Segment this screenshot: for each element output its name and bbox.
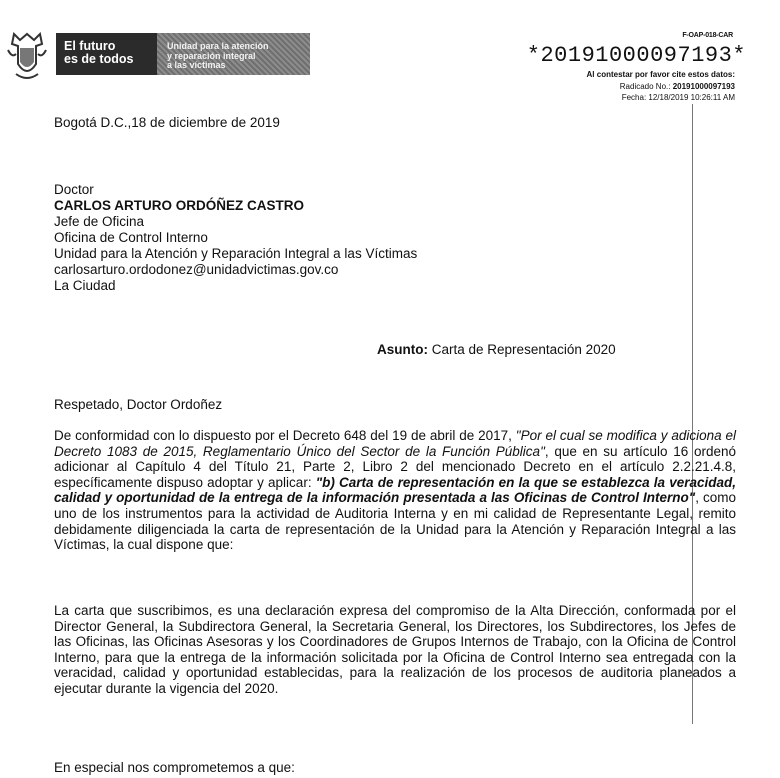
radicado-number: 20191000097193 xyxy=(672,82,735,91)
banner-sub-3: a las víctimas xyxy=(167,60,226,70)
recipient-block xyxy=(54,182,417,294)
letter-date: Bogotá D.C.,18 de diciembre de 2019 xyxy=(54,115,280,130)
barcode-number: *20191000097193* xyxy=(526,43,746,68)
radicado-date: Fecha: 12/18/2019 10:26:11 AM xyxy=(621,93,735,102)
p1-part-e: , como uno de los instrumentos para la actividad de Auditoria Interna y en mi calidad de Representante Legal, remito debidamente diligenciada la carta de representación de la Unidad para la Atención y Reparación Integral a las Víctimas, la cual dispone que: xyxy=(54,490,737,553)
coat-of-arms-icon xyxy=(6,30,48,84)
recipient-role: Jefe de Oficina xyxy=(54,214,145,229)
p1-decree-quote: "Por el cual se modifica y adiciona el Decreto 1083 de 2015, Reglamentario Único del Sector de la Función Pública" xyxy=(54,428,736,459)
banner-line-2: es de todos xyxy=(64,52,134,66)
banner-line-1: El futuro xyxy=(64,39,116,53)
recipient-name: CARLOS ARTURO ORDÓÑEZ CASTRO xyxy=(54,198,304,213)
recipient-office: Oficina de Control Interno xyxy=(54,230,208,245)
paragraph-3: En especial nos comprometemos a que: xyxy=(54,760,295,775)
p1-part-a: De conformidad con lo dispuesto por el Decreto 648 del 19 de abril de 2017, xyxy=(54,428,516,443)
header-banner xyxy=(56,33,310,75)
recipient-title: Doctor xyxy=(54,182,94,197)
p1-quote-b: "b) Carta de representación en la que se establezca la veracidad, calidad y oportunidad de la entrega de la información presentada a las Oficinas de Control Interno" xyxy=(54,474,736,506)
radicado-line xyxy=(620,82,735,91)
reply-note: Al contestar por favor cite estos datos: xyxy=(586,70,735,79)
recipient-email: carlosarturo.ordodonez@unidadvictimas.gov.co xyxy=(54,262,339,277)
radicado-label: Radicado No.: xyxy=(619,82,671,91)
recipient-city: La Ciudad xyxy=(54,278,116,293)
banner-entity xyxy=(157,33,310,75)
recipient-org: Unidad para la Atención y Reparación Integral a las Víctimas xyxy=(54,246,418,261)
subject-label: Asunto: xyxy=(377,342,428,357)
p1-part-c: , que en su artículo 16 ordenó adicionar al Capítulo 4 del Título 21, Parte 2, Libro 2 del mencionado Decreto en el artículo 2.2.21.4.8, específicamente dispuso adoptar y aplicar: xyxy=(54,443,736,490)
banner-slogan xyxy=(56,33,157,75)
subject-text: Carta de Representación 2020 xyxy=(431,342,616,357)
form-code: F-OAP-018-CAR xyxy=(682,32,733,39)
banner-sub-2: y reparación integral xyxy=(167,50,256,61)
paragraph-2: La carta que suscribimos, es una declaración expresa del compromiso de la Alta Dirección, conformada por el Director General, la Subdirectora General, la Secretaria General, los Directores, los Subdirectores, los Jefes de las Oficinas, las Oficinas Asesoras y los Coordinadores de Grupos Internos de Trabajo, con la Oficina de Control Interno, para que la entrega de la información solicitada por la Oficina de Control Interno sea entregada con la veracidad, calidad y oportunidad establecidas, para la realización de los procesos de auditoria planeados a ejecutar durante la vigencia del 2020. xyxy=(54,603,736,696)
subject-line xyxy=(377,342,616,358)
greeting: Respetado, Doctor Ordoñez xyxy=(54,397,223,412)
banner-sub-1: Unidad para la atención xyxy=(167,41,269,51)
paragraph-1 xyxy=(54,428,736,553)
